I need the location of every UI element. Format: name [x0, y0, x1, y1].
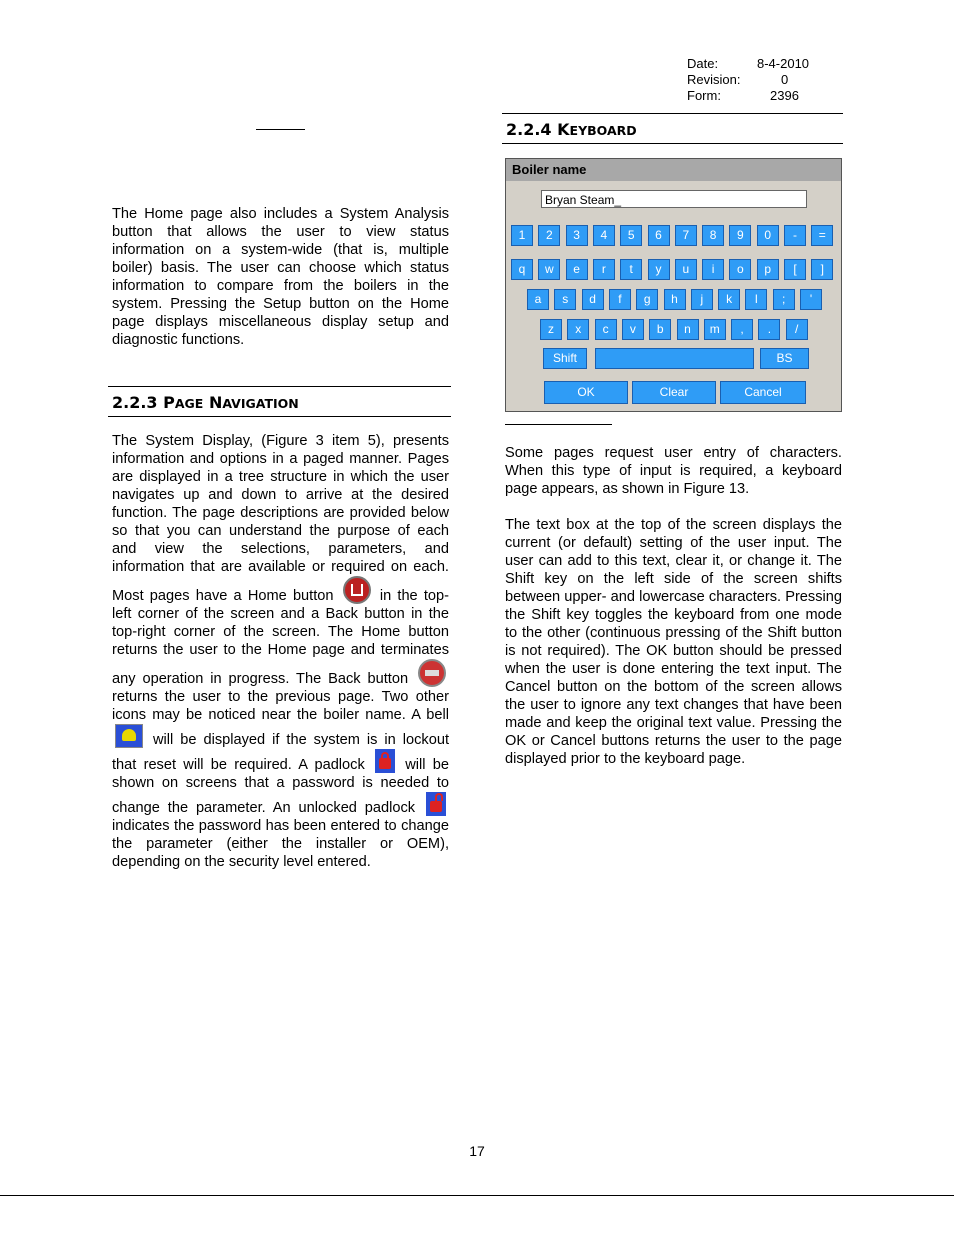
doc-header: [687, 56, 827, 104]
section-224-title: KEYBOARD: [557, 120, 637, 139]
key-row3-8[interactable]: l: [745, 289, 767, 310]
space-key[interactable]: [595, 348, 754, 369]
footer-rule: [0, 1195, 954, 1196]
key-row2-2[interactable]: e: [566, 259, 588, 280]
bell-icon: [115, 724, 143, 748]
key-row1-6[interactable]: 7: [675, 225, 697, 246]
nav-paragraph: [112, 432, 449, 871]
key-row2-1[interactable]: w: [538, 259, 560, 280]
key-row2-11[interactable]: ]: [811, 259, 833, 280]
form-label: Form:: [687, 88, 721, 103]
key-row2-0[interactable]: q: [511, 259, 533, 280]
key-row4-5[interactable]: n: [677, 319, 699, 340]
key-row4-3[interactable]: v: [622, 319, 644, 340]
key-row3-3[interactable]: f: [609, 289, 631, 310]
key-row3-7[interactable]: k: [718, 289, 740, 310]
nav-text-after-home: in the top-left corner of the screen and a Back button in the top-right corner of the screen. The Home button returns the user to the Home page and terminates any operation in: [112, 588, 449, 687]
cancel-button[interactable]: Cancel: [720, 381, 806, 404]
nav-text-1: The System Display, (Figure 3 item 5), presents information and options in a paged manner. Pages are displayed in a tree structure in which the user navigates up and down to arrive at the desired function. The page descriptions are provided below so that you can understand the purpose of each and view the selections, parameters, and information that are available or required on each. Most pages have a Home: [112, 433, 449, 604]
revision-value: 0: [781, 72, 789, 87]
key-row4-6[interactable]: m: [704, 319, 726, 340]
key-row2-8[interactable]: o: [729, 259, 751, 280]
key-row2-6[interactable]: u: [675, 259, 697, 280]
section-223-rule-top: [108, 386, 451, 387]
ok-button[interactable]: OK: [544, 381, 628, 404]
key-row2-5[interactable]: y: [648, 259, 670, 280]
section-223-number: 2.2.3: [112, 393, 158, 412]
page-number: 17: [469, 1143, 485, 1159]
unlocked-padlock-icon: [426, 792, 446, 816]
clear-button[interactable]: Clear: [632, 381, 716, 404]
key-row4-2[interactable]: c: [595, 319, 617, 340]
key-row4-4[interactable]: b: [649, 319, 671, 340]
key-row2-10[interactable]: [: [784, 259, 806, 280]
keyboard-paragraph-2: The text box at the top of the screen displays the current (or default) setting of the user input. The user can add to this text, clear it, or change it. The Shift key on the left side of the screen shifts between upper- and lowercase characters. Pressing the Shift key toggles the keyboard from one mode to the other (continuous pressing of the Shift button is not required). The OK button should be pressed when the user is done entering the text input. The Cancel button on the bottom of the screen allows the user to ignore any text changes that have been made and keep the original text value. Pressing the OK or Cancel buttons returns the user to the page displayed prior to the keyboard page.: [505, 517, 842, 767]
revision-label: Revision:: [687, 72, 741, 87]
key-row1-9[interactable]: 0: [757, 225, 779, 246]
key-row3-9[interactable]: ;: [773, 289, 795, 310]
key-row1-3[interactable]: 4: [593, 225, 615, 246]
intro-paragraph: The Home page also includes a System Analysis button that allows the user to view status information on a system-wide (that is, multiple boiler) basis. The user can choose which status information to compare from the boilers in the system. Pressing the Setup button on the Home page displays miscellaneous display setup and diagnostic functions.: [112, 206, 449, 348]
key-row2-9[interactable]: p: [757, 259, 779, 280]
padlock-icon: [375, 749, 395, 773]
key-row3-2[interactable]: d: [582, 289, 604, 310]
section-224-rule-bottom: [502, 143, 843, 144]
nav-text-after-lock: will be shown on screens that a password is needed to change: [112, 757, 450, 816]
section-223-heading: [112, 393, 299, 412]
backspace-key[interactable]: BS: [760, 348, 809, 369]
key-row1-8[interactable]: 9: [729, 225, 751, 246]
key-row4-1[interactable]: x: [567, 319, 589, 340]
nav-text-after-back: returns the user to the previous page. Two other icons may be: [112, 689, 449, 723]
nav-text-parameter: the parameter. An unlocked padlock: [167, 800, 416, 816]
key-row2-4[interactable]: t: [620, 259, 642, 280]
key-row4-0[interactable]: z: [540, 319, 562, 340]
key-row2-3[interactable]: r: [593, 259, 615, 280]
home-icon: [343, 576, 371, 604]
key-row1-10[interactable]: -: [784, 225, 806, 246]
shift-key[interactable]: Shift: [543, 348, 587, 369]
nav-text-after-bell: will be displayed if the system is in lockout that reset: [112, 732, 449, 773]
key-row3-1[interactable]: s: [554, 289, 576, 310]
key-row3-10[interactable]: ': [800, 289, 822, 310]
figure-caption-rule: [505, 424, 612, 425]
key-row3-0[interactable]: a: [527, 289, 549, 310]
nav-text-button: button: [292, 588, 334, 604]
short-rule-top: [256, 129, 305, 130]
keyboard-paragraph-1: Some pages request user entry of characters. When this type of input is required, a keyboard page appears, as shown in Figure 13.: [505, 445, 842, 497]
keyboard-title: Boiler name: [506, 159, 841, 181]
key-row4-8[interactable]: .: [758, 319, 780, 340]
key-row2-7[interactable]: i: [702, 259, 724, 280]
date-label: Date:: [687, 56, 719, 71]
nav-text-noticed: noticed near the boiler name. A bell: [208, 707, 449, 723]
key-row1-1[interactable]: 2: [538, 225, 560, 246]
section-224-number: 2.2.4: [506, 120, 552, 139]
date-value: 8-4-2010: [757, 56, 810, 71]
key-row4-9[interactable]: /: [786, 319, 808, 340]
nav-text-after-unlock: indicates the password has been entered to change the parameter (either the installer or OEM), depending on the security level entered.: [112, 818, 449, 870]
key-row3-5[interactable]: h: [664, 289, 686, 310]
section-223-rule-bottom: [108, 416, 451, 417]
key-row1-4[interactable]: 5: [620, 225, 642, 246]
nav-text-required: will be required. A padlock: [183, 757, 365, 773]
date-line: [687, 56, 827, 72]
revision-line: [687, 72, 827, 88]
form-line: [687, 88, 827, 104]
key-row1-0[interactable]: 1: [511, 225, 533, 246]
key-row4-7[interactable]: ,: [731, 319, 753, 340]
key-row3-4[interactable]: g: [636, 289, 658, 310]
nav-text-progress: progress. The Back button: [228, 671, 409, 687]
boiler-name-input[interactable]: Bryan Steam_: [541, 190, 807, 208]
section-224-rule-top: [502, 113, 843, 114]
key-row1-11[interactable]: =: [811, 225, 833, 246]
keyboard-screen-figure: [505, 158, 842, 412]
key-row1-5[interactable]: 6: [648, 225, 670, 246]
section-223-title: PAGE NAVIGATION: [163, 393, 299, 412]
form-value: 2396: [770, 88, 799, 103]
key-row3-6[interactable]: j: [691, 289, 713, 310]
back-icon: [418, 659, 446, 687]
section-224-heading: [506, 120, 637, 139]
key-row1-2[interactable]: 3: [566, 225, 588, 246]
key-row1-7[interactable]: 8: [702, 225, 724, 246]
